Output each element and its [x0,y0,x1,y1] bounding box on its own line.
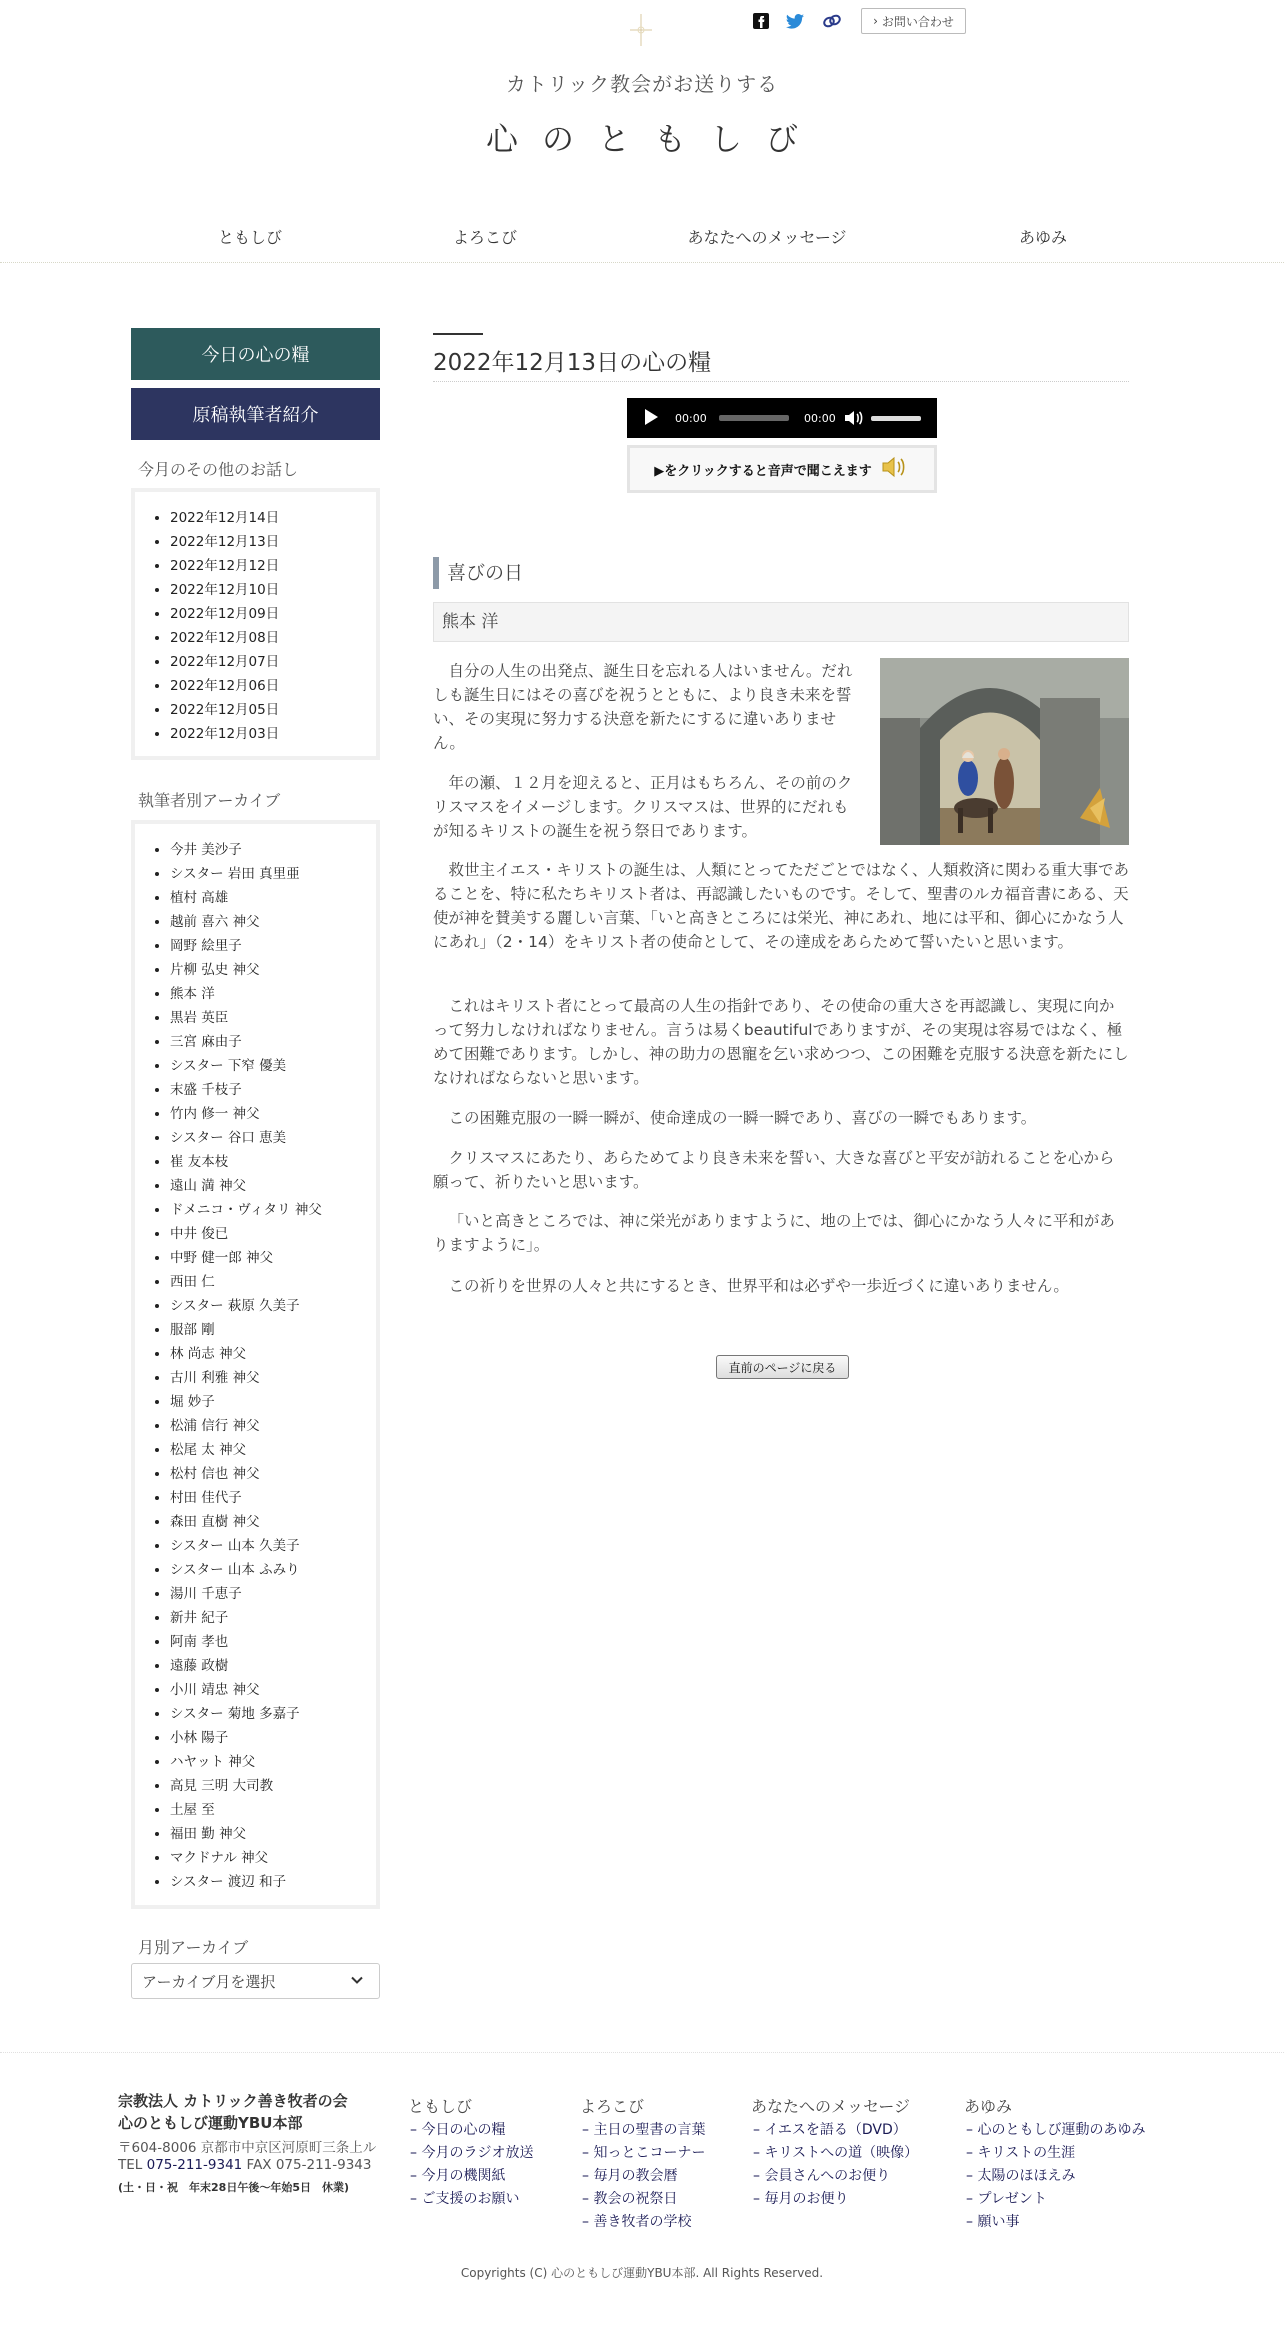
footer-col-tomoshibi-heading: ともしび [408,2097,473,2116]
speaker-icon [880,455,910,483]
writer-link[interactable]: • 中井 俊已 [170,1222,376,1246]
date-link[interactable]: • 2022年12月10日 [170,578,376,602]
paragraph-6: クリスマスにあたり、あらためてより良き未来を誓い、大きな喜びと平安が訪れることを心から願って、祈りたいと思います。 [433,1149,1115,1191]
play-icon[interactable] [642,407,660,427]
writer-link[interactable]: • 西田 仁 [170,1270,376,1294]
footer-link[interactable]: – 願い事 [966,2214,1020,2230]
footer-link[interactable]: – 知っとこコーナー [582,2145,706,2161]
writer-link[interactable]: • 新井 紀子 [170,1606,376,1630]
section-heading: 喜びの日 [433,557,1129,589]
business-hours: (土・日・祝 年末28日午後〜年始5日 休業) [118,2181,350,2194]
date-link[interactable]: • 2022年12月14日 [170,506,376,530]
writer-link[interactable]: • 松尾 太 神父 [170,1438,376,1462]
footer-link[interactable]: – 会員さんへのお便り [753,2168,891,2184]
writers-intro-button[interactable]: 原稿執筆者紹介 [131,388,380,440]
other-stories-heading: 今月のその他のお話し [138,460,299,479]
paragraph-2: 年の瀬、１２月を迎えると、正月はもちろん、その前のクリスマスをイメージします。クリスマスは、世界的にだれもが知るキリストの誕生を祝う祭日であります。 [433,774,853,840]
writer-link[interactable]: • シスター 岩田 真里亜 [170,862,376,886]
footer-link[interactable]: – 主日の聖書の言葉 [582,2122,706,2138]
contact-label: お問い合わせ [881,14,954,29]
footer-col-message [753,2119,918,2211]
site-title[interactable]: 心のともしび [485,120,822,158]
author-name: 熊本 洋 [433,602,1129,642]
back-button[interactable]: 直前のページに戻る [716,1355,849,1379]
paragraph-4: これはキリスト者にとって最高の人生の指針であり、その使命の重大さを再認識し、実現に向かって努力しなければなりません。言うは易くbeautifulでありますが、その実現は容易ではなく、極めて困難であります。しかし、神の助力の恩寵を乞い求めつつ、この困難を克服する決意を新たにしなければならないと思います。 [433,997,1129,1087]
nav-divider [0,262,1284,263]
listen-audio-button[interactable] [627,445,937,493]
link-icon[interactable] [820,10,844,32]
nav-message[interactable]: あなたへのメッセージ [687,228,847,247]
contact-button[interactable] [861,8,966,34]
footer-col-message-heading: あなたへのメッセージ [751,2097,911,2116]
footer-link[interactable]: – キリストへの道（映像） [753,2145,919,2161]
writer-link[interactable]: • 熊本 洋 [170,982,376,1006]
writer-link[interactable]: • 松浦 信行 神父 [170,1414,376,1438]
audio-current-time: 00:00 [675,412,707,425]
writer-link[interactable]: • 黒岩 英臣 [170,1006,376,1030]
site-subtitle: カトリック教会がお送りする [505,72,779,96]
writer-link[interactable]: • 阿南 孝也 [170,1630,376,1654]
footer-link[interactable]: – 今月のラジオ放送 [410,2145,534,2161]
monthly-archive-heading: 月別アーカイブ [138,1938,249,1957]
writer-link[interactable]: • 小林 陽子 [170,1726,376,1750]
footer-link[interactable]: – イエスを語る（DVD） [753,2122,907,2138]
volume-slider[interactable] [871,416,921,421]
footer-link[interactable]: – 教会の祝祭日 [582,2191,678,2207]
writer-link[interactable]: • 遠藤 政樹 [170,1654,376,1678]
footer-link[interactable]: – 心のともしび運動のあゆみ [966,2122,1146,2138]
writer-link[interactable]: • シスター 下窄 優美 [170,1054,376,1078]
writer-link[interactable]: • 末盛 千枝子 [170,1078,376,1102]
footer-divider [0,2052,1284,2053]
date-link[interactable]: • 2022年12月03日 [170,722,376,746]
writer-link[interactable]: • 片柳 弘史 神父 [170,958,376,982]
date-link[interactable]: • 2022年12月09日 [170,602,376,626]
writer-link[interactable]: • 越前 喜六 神父 [170,910,376,934]
writer-link[interactable]: • シスター 山本 久美子 [170,1534,376,1558]
date-link[interactable]: • 2022年12月08日 [170,626,376,650]
writer-link[interactable]: • 村田 佳代子 [170,1486,376,1510]
chevron-right-icon: › [873,14,878,28]
copyright: Copyrights (C) 心のともしび運動YBU本部. All Rights Reserved. [460,2266,824,2280]
date-link[interactable]: • 2022年12月13日 [170,530,376,554]
org-subname: 心のともしび運動YBU本部 [118,2114,303,2132]
facebook-icon[interactable] [752,10,770,32]
writer-link[interactable]: • シスター 菊地 多嘉子 [170,1702,376,1726]
paragraph-3: 救世主イエス・キリストの誕生は、人類にとってただごとではなく、人類救済に関わる重大事であることを、特に私たちキリスト者は、再認識したいものです。そして、聖書のルカ福音書にある、天使が神を賛美する麗しい言葉、「いと高きところには栄光、神にあれ、地には平和、御心にかなう人にあれ」（2・14）をキリスト者の使命として、その達成をあらためて誓いたいと思います。 [433,861,1129,951]
other-stories-list [131,488,380,760]
writer-link[interactable]: • 小川 靖忠 神父 [170,1678,376,1702]
date-link[interactable]: • 2022年12月07日 [170,650,376,674]
archive-month-select[interactable] [131,1963,380,1999]
title-accent-rule [433,333,483,335]
writer-link[interactable]: • 松村 信也 神父 [170,1462,376,1486]
nativity-photo [880,658,1129,845]
writer-link[interactable]: • 古川 利雅 神父 [170,1366,376,1390]
nav-tomoshibi[interactable]: ともしび [217,228,282,247]
writer-link[interactable]: • 今井 美沙子 [170,838,376,862]
writer-link[interactable]: • 竹内 修一 神父 [170,1102,376,1126]
writer-link[interactable]: • シスター 萩原 久美子 [170,1294,376,1318]
listen-label: ▶をクリックすると音声で聞こえます [654,463,872,479]
footer-col-ayumi-heading: あゆみ [964,2097,1013,2116]
writer-link[interactable]: • 堀 妙子 [170,1390,376,1414]
footer-link[interactable]: – 善き牧者の学校 [582,2214,692,2230]
writer-link[interactable]: • シスター 谷口 恵美 [170,1126,376,1150]
writer-link[interactable]: • 福田 勤 神父 [170,1822,376,1846]
writer-link[interactable]: • 服部 剛 [170,1318,376,1342]
nav-yorokobi[interactable]: よろこび [452,228,517,247]
footer-link[interactable]: – 毎月のお便り [753,2191,849,2207]
writers-archive-list [131,820,380,1909]
writer-link[interactable]: • 土屋 至 [170,1798,376,1822]
writer-link[interactable]: • 森田 直樹 神父 [170,1510,376,1534]
writer-link[interactable]: • 植村 高雄 [170,886,376,910]
paragraph-8: この祈りを世界の人々と共にするとき、世界平和は必ずや一歩近づくに違いありません。 [448,1277,1069,1295]
writers-archive-heading: 執筆者別アーカイブ [138,791,281,810]
footer-col-tomoshibi [410,2119,533,2211]
nav-ayumi[interactable]: あゆみ [1018,228,1067,247]
date-link[interactable]: • 2022年12月05日 [170,698,376,722]
today-kokoro-button[interactable]: 今日の心の糧 [131,328,380,380]
footer-col-yorokobi [582,2119,705,2234]
org-name: 宗教法人 カトリック善き牧者の会 [118,2092,348,2110]
paragraph-1: 自分の人生の出発点、誕生日を忘れる人はいません。だれしも誕生日にはその喜びを祝うとともに、より良き未来を誓い、その実現に努力する決意を新たにするに違いありません。 [433,662,853,752]
paragraph-5: この困難克服の一瞬一瞬が、使命達成の一瞬一瞬であり、喜びの一瞬でもあります。 [448,1109,1037,1127]
footer-link[interactable]: – キリストの生涯 [966,2145,1076,2161]
chevron-down-icon [349,1972,365,1988]
address: 〒604-8006 京都市中京区河原町三条上ル [118,2140,377,2156]
writer-link[interactable]: • ハヤット 神父 [170,1750,376,1774]
footer-link[interactable]: – 毎月の教会暦 [582,2168,678,2184]
writer-link[interactable]: • 崔 友本枝 [170,1150,376,1174]
footer-col-yorokobi-heading: よろこび [580,2097,645,2116]
footer-col-ayumi [966,2119,1145,2234]
writer-link[interactable]: • 中野 健一郎 神父 [170,1246,376,1270]
writer-link[interactable]: • 高見 三明 大司教 [170,1774,376,1798]
archive-month-select-value: アーカイブ月を選択 [142,1972,276,1991]
writer-link[interactable]: • シスター 渡辺 和子 [170,1870,376,1894]
footer-link[interactable]: – ご支援のお願い [410,2191,520,2207]
tel-number[interactable]: 075-211-9341 [146,2157,243,2173]
footer-link[interactable]: – プレゼント [966,2191,1047,2207]
writer-link[interactable]: • 湯川 千恵子 [170,1582,376,1606]
audio-duration: 00:00 [804,412,836,425]
fax-number: FAX 075-211-9343 [246,2157,372,2173]
writer-link[interactable]: • マクドナル 神父 [170,1846,376,1870]
twitter-icon[interactable] [784,10,806,32]
writer-link[interactable]: • シスター 山本 ふみり [170,1558,376,1582]
writer-link[interactable]: • 岡野 絵里子 [170,934,376,958]
writer-link[interactable]: • 三宮 麻由子 [170,1030,376,1054]
page-title: 2022年12月13日の心の糧 [433,350,712,376]
date-link[interactable]: • 2022年12月12日 [170,554,376,578]
writer-link[interactable]: • 林 尚志 神父 [170,1342,376,1366]
audio-progress-bar[interactable] [719,415,789,421]
logo-cross-icon[interactable] [628,12,654,48]
writer-link[interactable]: • ドメニコ・ヴィタリ 神父 [170,1198,376,1222]
footer-link[interactable]: – 太陽のほほえみ [966,2168,1076,2184]
volume-icon[interactable] [843,407,865,429]
tel-label: TEL [118,2157,143,2173]
phone-line [118,2157,371,2173]
footer-link[interactable]: – 今月の機関紙 [410,2168,506,2184]
title-divider [433,381,1129,382]
writer-link[interactable]: • 遠山 満 神父 [170,1174,376,1198]
date-link[interactable]: • 2022年12月06日 [170,674,376,698]
paragraph-7: 「いと高きところでは、神に栄光がありますように、地の上では、御心にかなう人々に平和がありますように」。 [433,1212,1115,1254]
footer-link[interactable]: – 今日の心の糧 [410,2122,506,2138]
